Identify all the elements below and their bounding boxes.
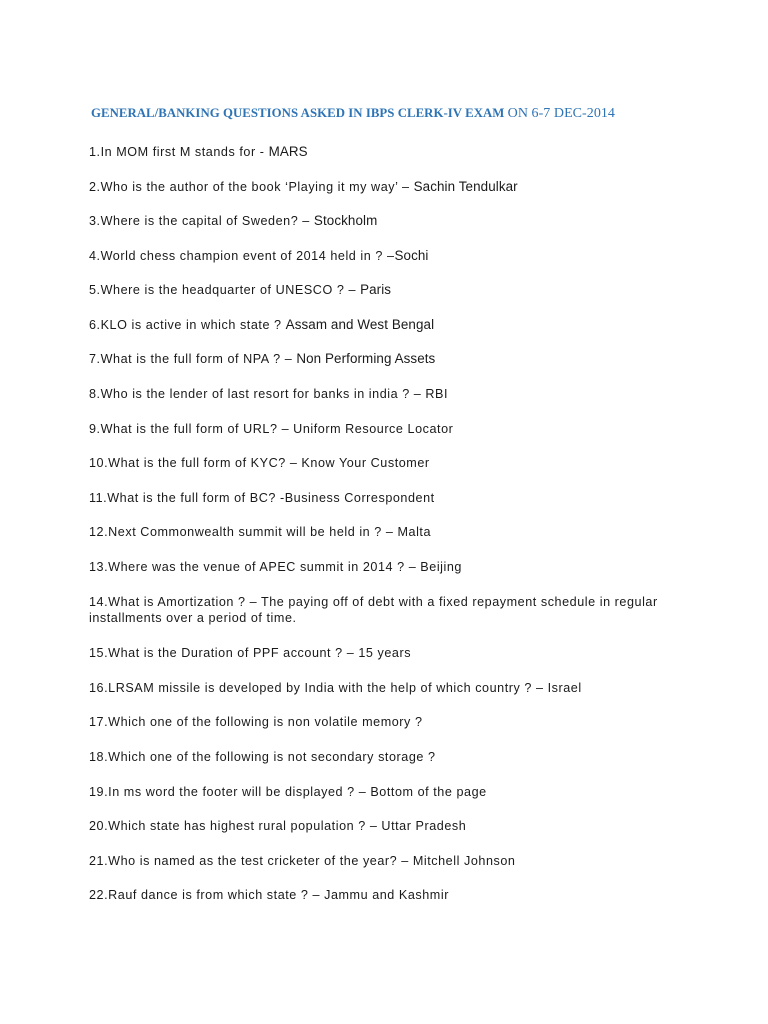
answer-text: Non Performing Assets: [296, 351, 436, 366]
question-item: [89, 386, 689, 402]
question-text: 20.Which state has highest rural population ? – Uttar Pradesh: [89, 819, 467, 833]
question-item: [89, 213, 689, 229]
question-item: [89, 645, 689, 661]
question-text: 3.Where is the capital of Sweden? –: [89, 214, 314, 228]
answer-text: Paris: [360, 282, 392, 297]
question-text: 2.Who is the author of the book ‘Playing it my way’ –: [89, 180, 414, 194]
question-item: [89, 784, 689, 800]
question-item: [89, 421, 689, 437]
question-item: [89, 818, 689, 834]
question-item: [89, 455, 689, 471]
question-text: 12.Next Commonwealth summit will be held in ? – Malta: [89, 525, 432, 539]
question-item: [89, 559, 689, 575]
question-text: 18.Which one of the following is not secondary storage ?: [89, 750, 436, 764]
question-text: 9.What is the full form of URL? – Uniform Resource Locator: [89, 422, 454, 436]
title-date: ON 6-7 DEC-2014: [507, 106, 615, 121]
question-text: 19.In ms word the footer will be displayed ? – Bottom of the page: [89, 785, 487, 799]
answer-text: MARS: [268, 144, 308, 159]
question-item: [89, 594, 689, 626]
answer-text: Sachin Tendulkar: [413, 179, 518, 194]
question-text: 17.Which one of the following is non volatile memory ?: [89, 715, 423, 729]
question-item: [89, 282, 689, 298]
question-text: 13.Where was the venue of APEC summit in 2014 ? – Beijing: [89, 560, 462, 574]
question-text: 7.What is the full form of NPA ? –: [89, 352, 297, 366]
question-text: 14.What is Amortization ? – The paying off of debt with a fixed repayment schedule in regular installments over a period of time.: [89, 595, 658, 625]
question-text: 4.World chess champion event of 2014 held in ? –: [89, 249, 395, 263]
question-item: [89, 317, 689, 333]
question-text: 15.What is the Duration of PPF account ? – 15 years: [89, 646, 412, 660]
question-item: [89, 749, 689, 765]
question-text: 16.LRSAM missile is developed by India with the help of which country ? – Israel: [89, 681, 582, 695]
document-title: [91, 106, 615, 122]
question-text: 11.What is the full form of BC? -Business Correspondent: [89, 491, 435, 505]
question-text: 1.In MOM first M stands for -: [89, 145, 269, 159]
question-text: 21.Who is named as the test cricketer of the year? – Mitchell Johnson: [89, 854, 516, 868]
answer-text: Stockholm: [313, 213, 378, 228]
question-item: [89, 490, 689, 506]
question-item: [89, 144, 689, 160]
question-item: [89, 887, 689, 903]
question-text: 8.Who is the lender of last resort for banks in india ? – RBI: [89, 387, 449, 401]
question-text: 10.What is the full form of KYC? – Know Your Customer: [89, 456, 430, 470]
question-item: [89, 248, 689, 264]
title-main: GENERAL/BANKING QUESTIONS ASKED IN IBPS CLERK-IV EXAM: [91, 106, 505, 120]
question-text: 22.Rauf dance is from which state ? – Jammu and Kashmir: [89, 888, 449, 902]
question-item: [89, 680, 689, 696]
question-item: [89, 853, 689, 869]
question-item: [89, 179, 689, 195]
question-item: [89, 524, 689, 540]
question-item: [89, 351, 689, 367]
question-text: 6.KLO is active in which state ?: [89, 318, 286, 332]
question-text: 5.Where is the headquarter of UNESCO ? –: [89, 283, 361, 297]
answer-text: Assam and West Bengal: [285, 317, 435, 332]
answer-text: Sochi: [394, 248, 429, 263]
question-item: [89, 714, 689, 730]
